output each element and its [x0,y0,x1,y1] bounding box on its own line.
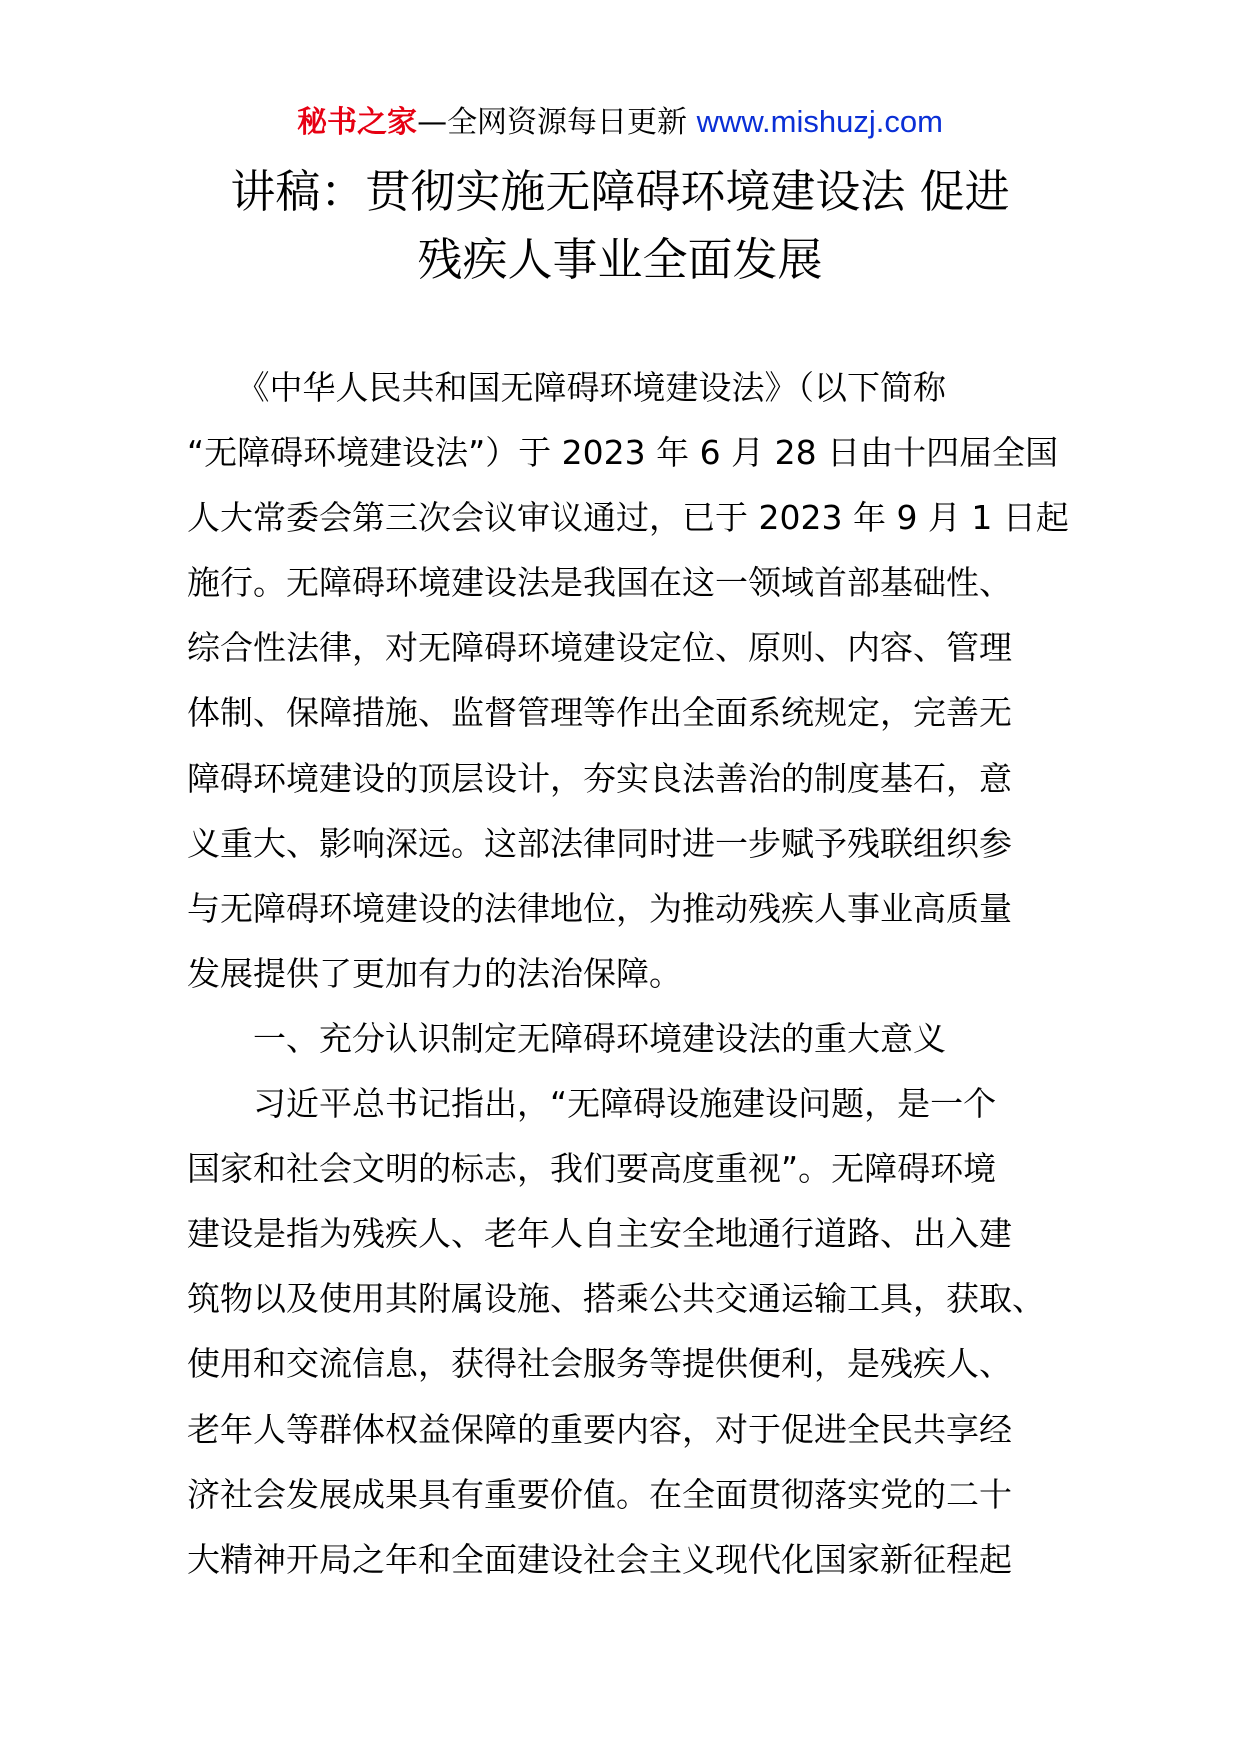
text-line: 施行。无障碍环境建设法是我国在这一领域首部基础性、 [187,563,1012,603]
section-heading-1 [187,1006,1057,1071]
text-line: 义重大、影响深远。这部法律同时进一步赋予残联组织参 [187,823,1012,863]
text-line: 使用和交流信息，获得社会服务等提供便利，是残疾人、 [187,1344,1012,1384]
text-line: 发展提供了更加有力的法治保障。 [187,953,682,993]
site-url-link[interactable]: www.mishuzj.com [696,104,943,139]
text-line: 体制、保障措施、监督管理等作出全面系统规定，完善无 [187,693,1012,733]
text-line: 《中华人民共和国无障碍环境建设法》（以下简称 [187,368,946,407]
text-line: 建设是指为残疾人、老年人自主安全地通行道路、出入建 [187,1214,1012,1254]
paragraph-section-1 [187,1071,1057,1592]
title-line: 讲稿：贯彻实施无障碍环境建设法 促进 [230,165,1010,218]
document-title [0,158,1240,294]
text-line: 障碍环境建设的顶层设计，夯实良法善治的制度基石，意 [187,758,1012,798]
text-line: 国家和社会文明的标志，我们要高度重视”。无障碍环境 [187,1149,997,1189]
text-line: 与无障碍环境建设的法律地位，为推动残疾人事业高质量 [187,888,1012,928]
text-line: 综合性法律，对无障碍环境建设定位、原则、内容、管理 [187,628,1012,668]
section-heading-text: 一、充分认识制定无障碍环境建设法的重大意义 [187,1018,946,1058]
paragraph-intro [187,355,1069,1006]
brand-name: 秘书之家 [297,105,418,140]
text-line: 人大常委会第三次会议审议通过，已于 2023 年 9 月 1 日起 [187,498,1069,538]
text-line: “无障碍环境建设法”）于 2023 年 6 月 28 日由十四届全国 [187,433,1059,473]
site-header [0,102,1240,143]
text-line: 老年人等群体权益保障的重要内容，对于促进全民共享经 [187,1409,1012,1449]
text-line: 筑物以及使用其附属设施、搭乘公共交通运输工具，获取、 [187,1279,1045,1319]
document-body [187,355,1069,1592]
title-line: 残疾人事业全面发展 [417,233,823,286]
text-line: 习近平总书记指出，“无障碍设施建设问题，是一个 [187,1084,997,1124]
header-tagline: —全网资源每日更新 [417,105,688,140]
text-line: 济社会发展成果具有重要价值。在全面贯彻落实党的二十 [187,1474,1012,1514]
text-line: 大精神开局之年和全面建设社会主义现代化国家新征程起 [187,1539,1012,1579]
